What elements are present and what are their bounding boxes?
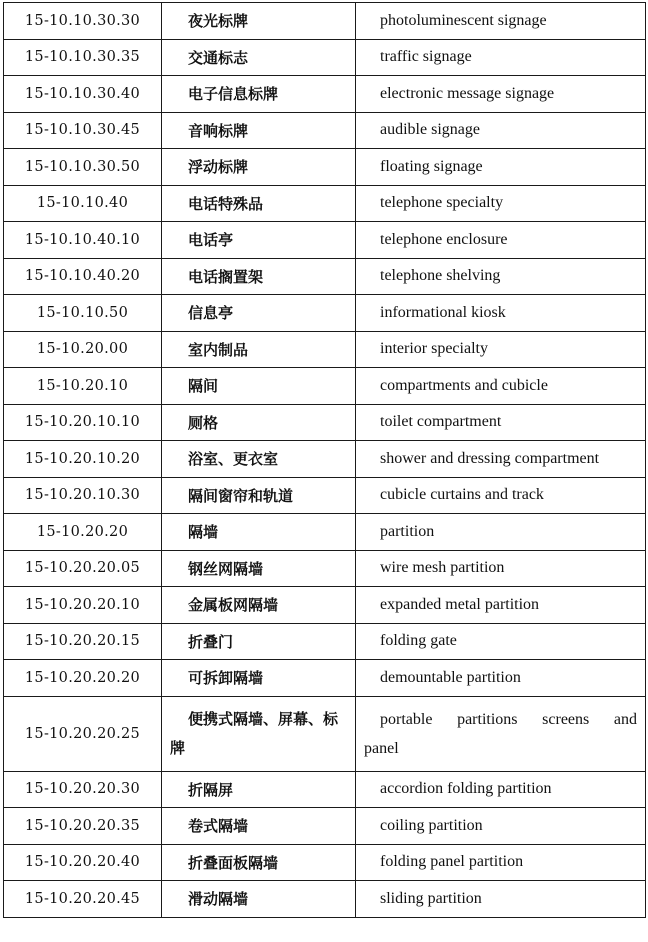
table-row <box>4 368 646 405</box>
table-row <box>4 76 646 113</box>
chinese-term-cell: 电话特殊品 <box>162 185 356 222</box>
table-row <box>4 881 646 918</box>
chinese-term-cell: 折隔屏 <box>162 771 356 808</box>
table-row <box>4 112 646 149</box>
english-term-cell: traffic signage <box>356 39 646 76</box>
english-term-cell: shower and dressing compartment <box>356 441 646 478</box>
table-row <box>4 149 646 186</box>
table-row <box>4 222 646 259</box>
english-term-cell: telephone enclosure <box>356 222 646 259</box>
english-term-cell: informational kiosk <box>356 295 646 332</box>
code-cell: 15-10.20.10 <box>4 368 162 405</box>
table-row <box>4 258 646 295</box>
code-cell: 15-10.10.50 <box>4 295 162 332</box>
chinese-term-cell: 折叠面板隔墙 <box>162 844 356 881</box>
table-row <box>4 185 646 222</box>
table-row <box>4 771 646 808</box>
code-cell: 15-10.20.10.20 <box>4 441 162 478</box>
table-row <box>4 587 646 624</box>
table-row <box>4 331 646 368</box>
chinese-term-cell: 钢丝网隔墙 <box>162 550 356 587</box>
table-row <box>4 295 646 332</box>
chinese-term-cell: 电话亭 <box>162 222 356 259</box>
code-cell: 15-10.10.30.45 <box>4 112 162 149</box>
chinese-term-cell: 隔墙 <box>162 514 356 551</box>
code-cell: 15-10.10.30.35 <box>4 39 162 76</box>
table-row <box>4 623 646 660</box>
chinese-term-cell: 隔间 <box>162 368 356 405</box>
english-term-cell: telephone specialty <box>356 185 646 222</box>
english-term-cell: wire mesh partition <box>356 550 646 587</box>
english-term-cell: electronic message signage <box>356 76 646 113</box>
chinese-term-cell: 室内制品 <box>162 331 356 368</box>
english-term-cell: accordion folding partition <box>356 771 646 808</box>
english-term-cell: interior specialty <box>356 331 646 368</box>
english-term-cell: photoluminescent signage <box>356 3 646 40</box>
code-cell: 15-10.10.40.10 <box>4 222 162 259</box>
table-row <box>4 404 646 441</box>
chinese-term-cell: 浴室、更衣室 <box>162 441 356 478</box>
chinese-term-cell: 电话搁置架 <box>162 258 356 295</box>
english-term-cell: partition <box>356 514 646 551</box>
english-term-cell: floating signage <box>356 149 646 186</box>
code-cell: 15-10.20.10.30 <box>4 477 162 514</box>
chinese-term-cell: 音响标牌 <box>162 112 356 149</box>
english-term-cell: compartments and cubicle <box>356 368 646 405</box>
code-cell: 15-10.10.30.40 <box>4 76 162 113</box>
table-row <box>4 696 646 771</box>
chinese-term-cell: 滑动隔墙 <box>162 881 356 918</box>
code-cell: 15-10.20.20.05 <box>4 550 162 587</box>
english-term-line: portable partitions screens and <box>380 710 637 728</box>
code-cell: 15-10.20.20.30 <box>4 771 162 808</box>
chinese-term-cell: 信息亭 <box>162 295 356 332</box>
code-cell: 15-10.20.20.15 <box>4 623 162 660</box>
code-cell: 15-10.10.30.30 <box>4 3 162 40</box>
english-term-cell: telephone shelving <box>356 258 646 295</box>
english-term-cell: audible signage <box>356 112 646 149</box>
code-cell: 15-10.20.20 <box>4 514 162 551</box>
chinese-term-cell: 金属板网隔墙 <box>162 587 356 624</box>
code-cell: 15-10.20.20.20 <box>4 660 162 697</box>
chinese-term-cell: 隔间窗帘和轨道 <box>162 477 356 514</box>
table-row <box>4 3 646 40</box>
code-cell: 15-10.20.20.10 <box>4 587 162 624</box>
chinese-term-cell: 浮动标牌 <box>162 149 356 186</box>
code-cell: 15-10.20.20.25 <box>4 696 162 771</box>
table-row <box>4 441 646 478</box>
code-cell: 15-10.20.20.45 <box>4 881 162 918</box>
chinese-term-cell: 交通标志 <box>162 39 356 76</box>
chinese-term-cell: 可拆卸隔墙 <box>162 660 356 697</box>
english-term-cell: folding gate <box>356 623 646 660</box>
code-cell: 15-10.20.10.10 <box>4 404 162 441</box>
table-body <box>4 3 646 918</box>
code-cell: 15-10.10.40 <box>4 185 162 222</box>
table-row <box>4 844 646 881</box>
english-term-cell: coiling partition <box>356 808 646 845</box>
code-cell: 15-10.10.30.50 <box>4 149 162 186</box>
classification-table-sheet <box>3 2 645 918</box>
classification-table <box>3 2 646 918</box>
code-cell: 15-10.20.20.35 <box>4 808 162 845</box>
table-row <box>4 808 646 845</box>
table-row <box>4 550 646 587</box>
english-term-cell: cubicle curtains and track <box>356 477 646 514</box>
code-cell: 15-10.20.00 <box>4 331 162 368</box>
chinese-term-cell: 折叠门 <box>162 623 356 660</box>
chinese-term-cell: 电子信息标牌 <box>162 76 356 113</box>
chinese-term-cell: 卷式隔墙 <box>162 808 356 845</box>
english-term-cell: demountable partition <box>356 660 646 697</box>
english-term-cell <box>356 696 646 771</box>
table-row <box>4 514 646 551</box>
english-term-cell: sliding partition <box>356 881 646 918</box>
chinese-term-cell: 厕格 <box>162 404 356 441</box>
english-term-cell: folding panel partition <box>356 844 646 881</box>
english-term-cell: expanded metal partition <box>356 587 646 624</box>
table-row <box>4 660 646 697</box>
table-row <box>4 39 646 76</box>
chinese-term-cell: 夜光标牌 <box>162 3 356 40</box>
code-cell: 15-10.10.40.20 <box>4 258 162 295</box>
chinese-term-cell: 便携式隔墙、屏幕、标牌 <box>162 696 356 771</box>
table-row <box>4 477 646 514</box>
english-term-cell: toilet compartment <box>356 404 646 441</box>
english-term-line: panel <box>364 739 399 757</box>
code-cell: 15-10.20.20.40 <box>4 844 162 881</box>
